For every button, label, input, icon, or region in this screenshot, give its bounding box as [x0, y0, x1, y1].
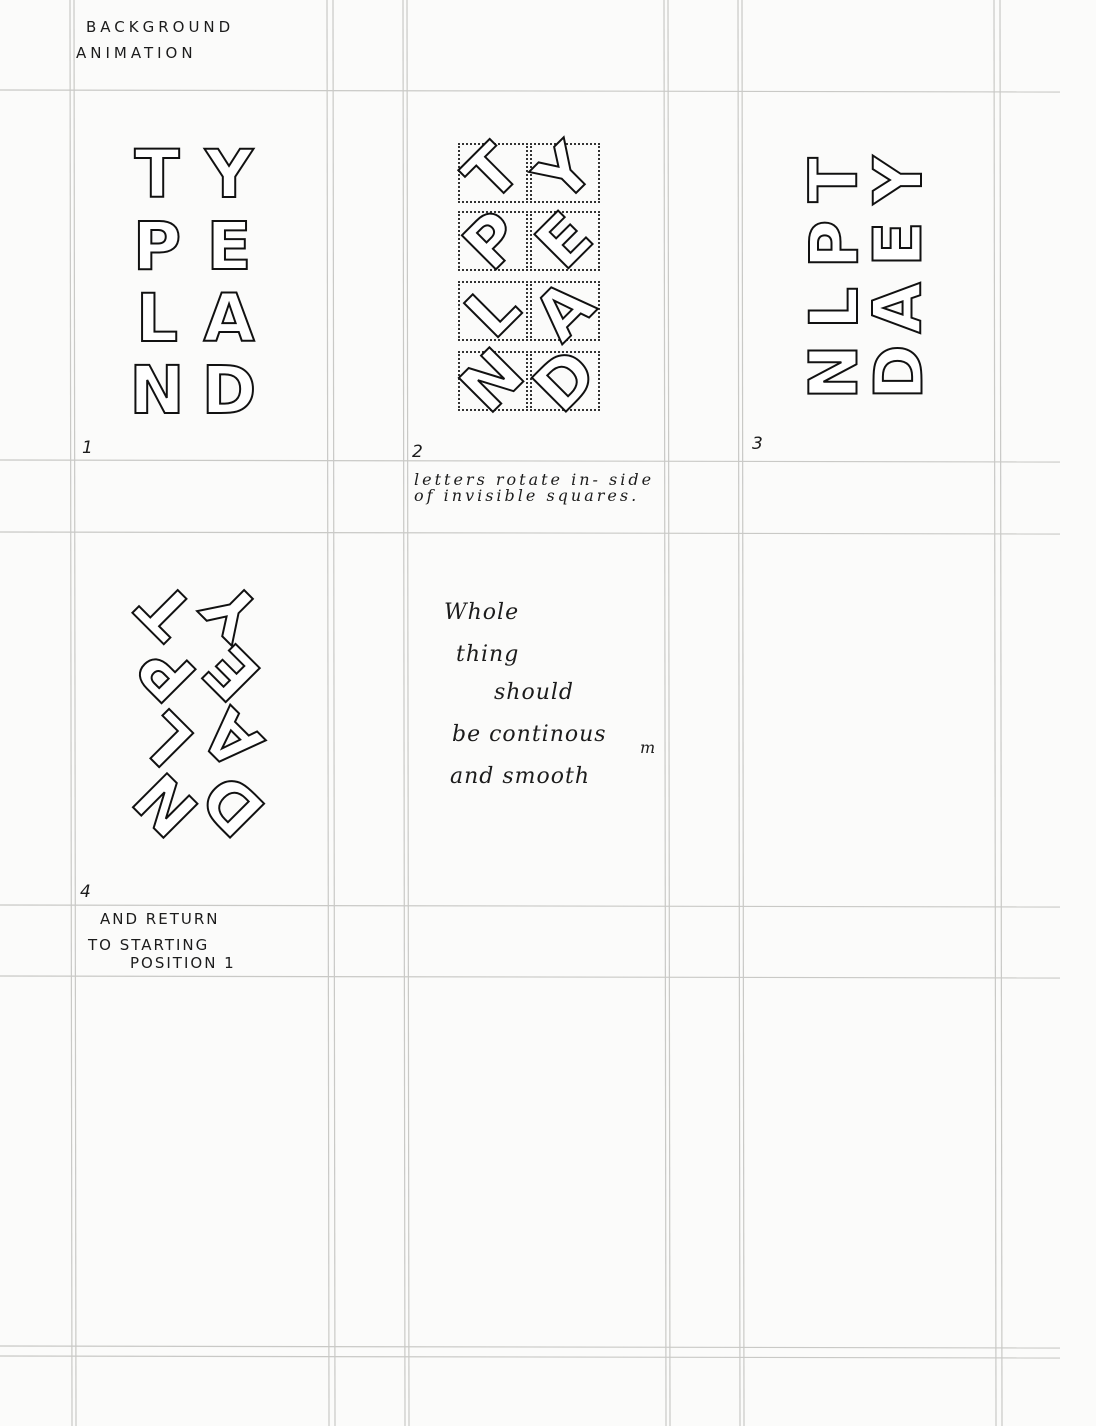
- letter-glyph: N: [129, 352, 185, 429]
- letter-glyph: P: [132, 208, 182, 285]
- frame-1-tile: [194, 280, 264, 357]
- letter-glyph: L: [450, 268, 535, 353]
- letter-glyph: Y: [859, 156, 937, 204]
- frame-1-tile: [122, 280, 192, 357]
- letter-glyph: D: [859, 344, 937, 400]
- frame-4-note-line-3: POSITION 1: [130, 954, 236, 972]
- frame-1-tile: [122, 352, 192, 429]
- letter-glyph: D: [518, 334, 612, 428]
- letter-glyph: Y: [188, 566, 277, 655]
- frame-4-number: 4: [80, 882, 91, 902]
- side-note-line-2: thing: [456, 642, 520, 667]
- letter-glyph: N: [119, 757, 214, 852]
- page-title-line-1: BACKGROUND: [86, 18, 235, 36]
- letter-glyph: Y: [520, 128, 609, 217]
- frame-1-letters: [122, 136, 272, 429]
- frame-2-tile: [518, 334, 612, 428]
- letter-glyph: T: [134, 136, 180, 213]
- frame-1-tile: [122, 208, 192, 285]
- frame-1-tile: [194, 208, 264, 285]
- frame-4-tile: [122, 628, 211, 717]
- frame-1-number: 1: [82, 438, 93, 458]
- letter-glyph: E: [189, 629, 276, 716]
- letter-glyph: A: [203, 280, 255, 357]
- frame-1-tile: [194, 136, 264, 213]
- frame-3-tile: [860, 214, 937, 274]
- frame-3-number: 3: [752, 434, 763, 454]
- frame-4-tile: [123, 567, 210, 654]
- frame-3-tile: [859, 342, 937, 402]
- frame-4-tile: [186, 757, 280, 851]
- letter-glyph: L: [796, 286, 873, 330]
- frame-2-tile: [450, 268, 535, 353]
- side-note-line-4: be continous: [452, 722, 607, 747]
- page-title-line-2: ANIMATION: [76, 44, 197, 62]
- frame-3-tile: [859, 150, 937, 210]
- frame-1-tile: [122, 136, 192, 213]
- letter-glyph: N: [445, 333, 540, 428]
- letter-glyph: A: [519, 265, 610, 356]
- frame-1-tile: [194, 352, 264, 429]
- frame-4-tile: [124, 696, 209, 781]
- letter-glyph: P: [122, 628, 211, 717]
- letter-glyph: Y: [205, 136, 253, 213]
- letter-glyph: E: [860, 221, 937, 267]
- frame-4-note-line-2: TO STARTING: [88, 936, 210, 954]
- side-note-line-3: should: [494, 680, 574, 705]
- letter-glyph: A: [187, 693, 278, 784]
- letter-glyph: P: [448, 196, 537, 285]
- letter-glyph: A: [860, 282, 937, 334]
- frame-4-tile: [189, 629, 276, 716]
- frame-2-number: 2: [412, 442, 423, 462]
- frame-2-letters: [445, 128, 612, 428]
- frame-2-tile: [520, 128, 609, 217]
- frame-2-tile: [519, 265, 610, 356]
- frame-4-letters: [119, 566, 282, 860]
- frame-2-note: letters rotate in- side of invisible squares.: [414, 470, 655, 505]
- letter-glyph: E: [206, 208, 252, 285]
- letter-glyph: T: [796, 157, 873, 203]
- letter-glyph: E: [521, 197, 608, 284]
- letter-glyph: P: [796, 219, 873, 269]
- frame-2-tile: [521, 197, 608, 284]
- letter-glyph: T: [449, 129, 536, 216]
- frame-2-tile: [448, 196, 537, 285]
- letter-glyph: D: [201, 352, 257, 429]
- frame-2-tile: [449, 129, 536, 216]
- frame-2-tile: [445, 333, 540, 428]
- letter-glyph: D: [186, 757, 280, 851]
- frame-3-tile: [860, 278, 937, 338]
- side-note-mark: m: [640, 738, 657, 757]
- letter-glyph: L: [124, 696, 209, 781]
- letter-glyph: T: [123, 567, 210, 654]
- letter-glyph: L: [135, 280, 179, 357]
- letter-glyph: N: [796, 344, 873, 400]
- frame-4-tile: [119, 757, 214, 852]
- side-note-line-1: Whole: [444, 600, 520, 625]
- side-note-line-5: and smooth: [450, 764, 591, 789]
- frame-3-letters: [796, 150, 950, 430]
- frame-4-note-line-1: AND RETURN: [100, 910, 220, 928]
- frame-4-tile: [188, 566, 277, 655]
- frame-4-tile: [187, 693, 278, 784]
